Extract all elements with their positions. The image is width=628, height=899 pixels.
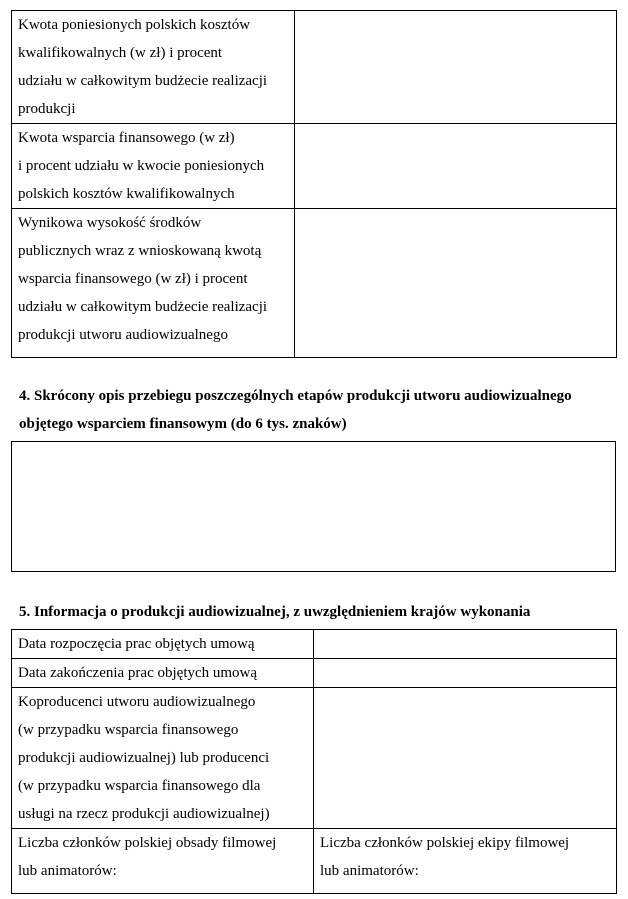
row-label-end-date: Data zakończenia prac objętych umową <box>12 659 314 688</box>
table-row <box>12 829 617 894</box>
cast-count-field[interactable]: Liczba członków polskiej obsady filmowej lub animatorów: <box>12 829 314 894</box>
table-row <box>12 209 617 358</box>
table-row <box>12 688 617 829</box>
table-row <box>12 11 617 124</box>
row-value-public-funds[interactable] <box>295 209 617 358</box>
section-5-heading: 5. Informacja o produkcji audiowizualnej, z uwzględnieniem krajów wykonania <box>19 604 531 620</box>
row-label-coproducers: Koproducenci utworu audiowizualnego (w przypadku wsparcia finansowego produkcji audiowizualnej) lub producenci (w przypadku wsparcia finansowego dla usługi na rzecz produkcji audiowizualnej) <box>12 688 314 829</box>
costs-table <box>11 10 617 358</box>
table-row <box>12 659 617 688</box>
section-4-heading: 4. Skrócony opis przebiegu poszczególnych etapów produkcji utworu audiowizualnego objętego wsparciem finansowym (do 6 tys. znaków) <box>19 388 572 432</box>
row-value-start-date[interactable] <box>314 630 617 659</box>
table-row <box>12 630 617 659</box>
production-info-table <box>11 629 617 894</box>
row-value-coproducers[interactable] <box>314 688 617 829</box>
crew-count-field[interactable]: Liczba członków polskiej ekipy filmowej lub animatorów: <box>314 829 617 894</box>
row-value-qualified-costs[interactable] <box>295 11 617 124</box>
row-label-qualified-costs: Kwota poniesionych polskich kosztów kwalifikowalnych (w zł) i procent udziału w całkowitym budżecie realizacji produkcji <box>12 11 295 124</box>
production-description-box[interactable] <box>11 441 616 572</box>
row-label-support-amount: Kwota wsparcia finansowego (w zł) i procent udziału w kwocie poniesionych polskich kosztów kwalifikowalnych <box>12 124 295 209</box>
row-value-end-date[interactable] <box>314 659 617 688</box>
table-row <box>12 124 617 209</box>
row-label-public-funds: Wynikowa wysokość środków publicznych wraz z wnioskowaną kwotą wsparcia finansowego (w zł) i procent udziału w całkowitym budżecie realizacji produkcji utworu audiowizualnego <box>12 209 295 358</box>
row-value-support-amount[interactable] <box>295 124 617 209</box>
row-label-start-date: Data rozpoczęcia prac objętych umową <box>12 630 314 659</box>
